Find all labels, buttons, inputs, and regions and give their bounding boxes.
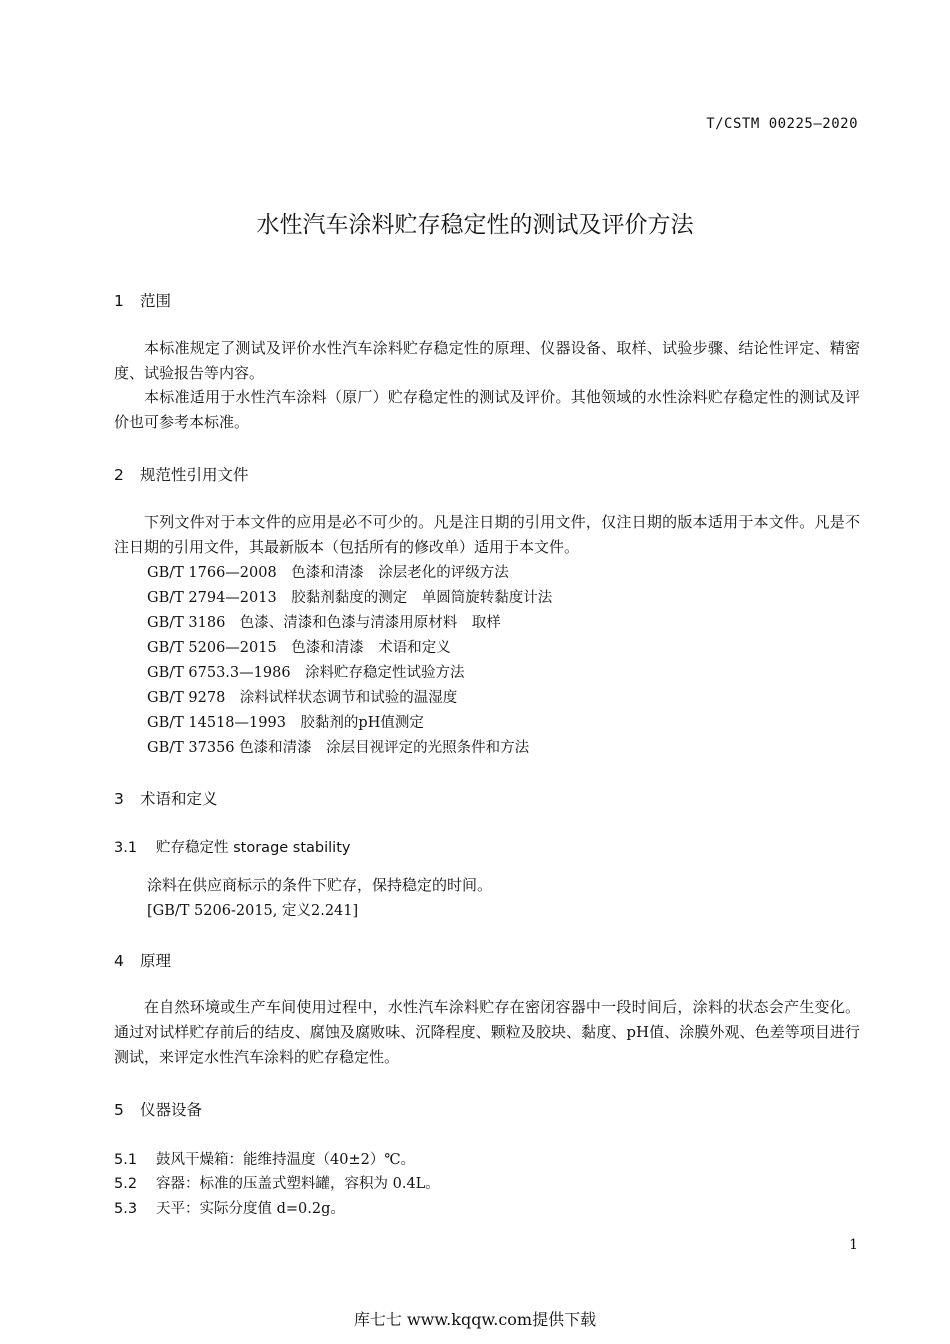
- subsection-3-1-heading: [114, 836, 350, 857]
- normative-reference: GB/T 3186 色漆、清漆和色漆与清漆用原材料 取样: [147, 615, 501, 631]
- section-title: 原理: [140, 952, 172, 970]
- section-title: 仪器设备: [140, 1101, 203, 1119]
- item-text: 天平：实际分度值 d=0.2g。: [156, 1201, 345, 1217]
- equipment-item: [114, 1172, 440, 1193]
- item-text: 容器：标准的压盖式塑料罐，容积为 0.4L。: [156, 1176, 440, 1192]
- page-number: 1: [849, 1237, 858, 1253]
- item-number: 5.1: [114, 1152, 138, 1168]
- equipment-item: [114, 1148, 415, 1169]
- download-footer: 库七七 www.kqqw.com提供下载: [353, 1310, 597, 1329]
- section-number: 3: [114, 790, 124, 808]
- normative-reference: GB/T 37356 色漆和清漆 涂层目视评定的光照条件和方法: [147, 740, 530, 756]
- section-title: 规范性引用文件: [140, 466, 249, 484]
- document-code: T/CSTM 00225—2020: [706, 116, 858, 132]
- section-title: 术语和定义: [140, 790, 218, 808]
- normative-reference: GB/T 9278 涂料试样状态调节和试验的温湿度: [147, 690, 458, 706]
- section-number: 2: [114, 466, 124, 484]
- section-1-paragraph-2: 本标准适用于水性汽车涂料（原厂）贮存稳定性的测试及评价。其他领域的水性涂料贮存稳定性的测试及评价也可参考本标准。: [114, 388, 860, 431]
- section-number: 5: [114, 1101, 124, 1119]
- term-title: 贮存稳定性 storage stability: [156, 840, 351, 856]
- section-1-paragraph-1: 本标准规定了测试及评价水性汽车涂料贮存稳定性的原理、仪器设备、取样、试验步骤、结论性评定、精密度、试验报告等内容。: [114, 339, 860, 382]
- normative-reference: GB/T 1766—2008 色漆和清漆 涂层老化的评级方法: [147, 565, 509, 581]
- subsection-number: 3.1: [114, 840, 138, 856]
- normative-reference: GB/T 5206—2015 色漆和清漆 术语和定义: [147, 640, 451, 656]
- item-number: 5.2: [114, 1176, 138, 1192]
- page-title: 水性汽车涂料贮存稳定性的测试及评价方法: [256, 212, 694, 238]
- section-4-paragraph-1: 在自然环境或生产车间使用过程中，水性汽车涂料贮存在密闭容器中一段时间后，涂料的状态会产生变化。通过对试样贮存前后的结皮、腐蚀及腐败味、沉降程度、颗粒及胶块、黏度、pH值、涂膜外观、色差等项目进行测试，来评定水性汽车涂料的贮存稳定性。: [114, 998, 860, 1066]
- normative-reference: GB/T 6753.3—1986 涂料贮存稳定性试验方法: [147, 665, 465, 681]
- normative-reference: GB/T 2794—2013 胶黏剂黏度的测定 单圆筒旋转黏度计法: [147, 590, 553, 606]
- normative-reference: GB/T 14518—1993 胶黏剂的pH值测定: [147, 715, 424, 731]
- section-2-paragraph-1: 下列文件对于本文件的应用是必不可少的。凡是注日期的引用文件，仅注日期的版本适用于本文件。凡是不注日期的引用文件，其最新版本（包括所有的修改单）适用于本文件。: [114, 513, 860, 556]
- section-title: 范围: [140, 292, 172, 310]
- item-number: 5.3: [114, 1201, 138, 1217]
- section-3-heading: [114, 787, 218, 809]
- section-5-heading: [114, 1098, 202, 1120]
- term-source: [GB/T 5206-2015, 定义2.241]: [147, 903, 359, 919]
- section-2-heading: [114, 463, 249, 485]
- section-1-heading: [114, 289, 171, 311]
- term-definition: 涂料在供应商标示的条件下贮存，保持稳定的时间。: [147, 876, 493, 894]
- section-4-heading: [114, 949, 171, 971]
- section-number: 4: [114, 952, 124, 970]
- section-number: 1: [114, 292, 124, 310]
- item-text: 鼓风干燥箱：能维持温度（40±2）℃。: [156, 1152, 416, 1168]
- equipment-item: [114, 1197, 345, 1218]
